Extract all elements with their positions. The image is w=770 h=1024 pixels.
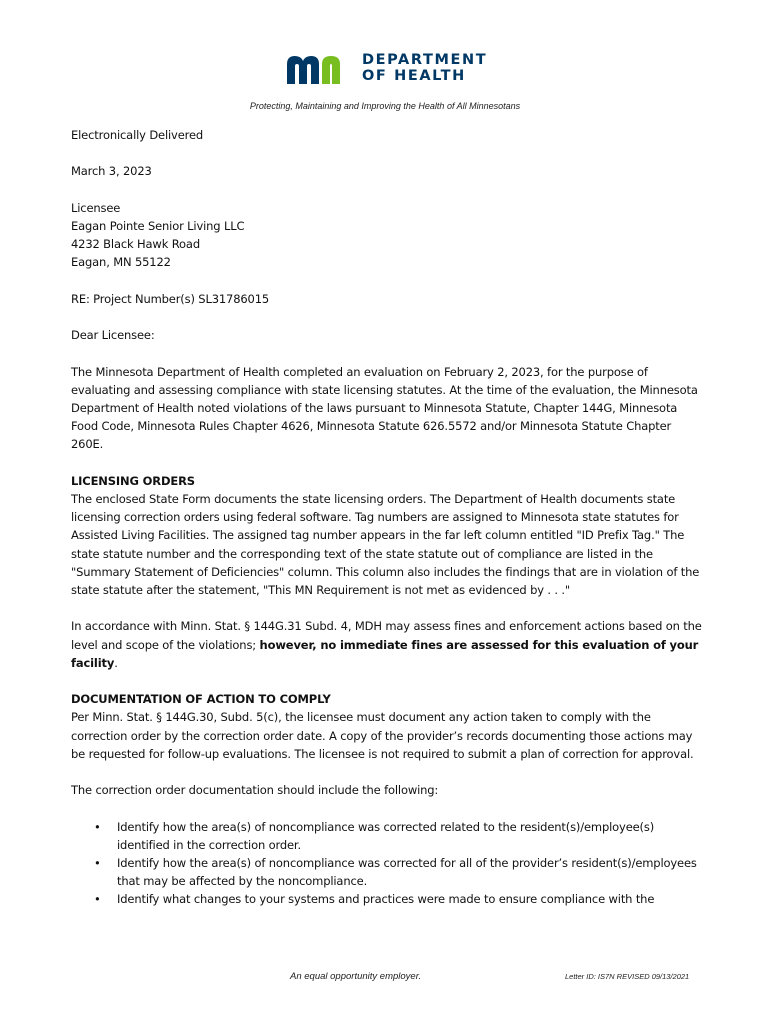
address-line: Eagan, MN 55122 bbox=[71, 255, 171, 270]
address-line: Licensee bbox=[71, 200, 121, 215]
fines-paragraph bbox=[71, 617, 703, 672]
mn-logo-icon bbox=[284, 52, 354, 86]
logo-wordmark bbox=[362, 52, 487, 84]
letter-date: March 3, 2023 bbox=[71, 164, 152, 179]
footer-eoe: An equal opportunity employer. bbox=[290, 971, 422, 982]
licensing-orders-paragraph: The enclosed State Form documents the state licensing orders. The Department of Health documents state licensing correction orders using federal software. Tag numbers are assigned to Minnesota state statutes for Assisted Living Facilities. The assigned tag number appears in the far left column entitled "ID Prefix Tag." The state statute number and the corresponding text of the state statute out of compliance are listed in the "Summary Statement of Deficiencies" column. This column also includes the findings that are in violation of the state statute after the statement, "This MN Requirement is not met as evidenced by . . ." bbox=[71, 491, 700, 597]
address-line: Eagan Pointe Senior Living LLC bbox=[71, 218, 245, 233]
fines-end: . bbox=[114, 655, 118, 670]
tagline: Protecting, Maintaining and Improving the Health of All Minnesotans bbox=[249, 101, 521, 111]
fines-bold-text: however, no immediate fines are assessed for this evaluation of your facility bbox=[71, 637, 699, 670]
list-item-text: Identify how the area(s) of noncompliance was corrected related to the resident(s)/employee(s) identified in the correction order. bbox=[117, 819, 655, 852]
address-block bbox=[71, 199, 703, 272]
delivery-method: Electronically Delivered bbox=[71, 128, 204, 142]
fines-text: In accordance with Minn. Stat. § 144G.31 Subd. 4, MDH may assess fines and enforcement actions based on the level and scope of the violations; bbox=[71, 619, 702, 652]
logo-line-2: OF HEALTH bbox=[362, 68, 466, 84]
documentation-heading: DOCUMENTATION OF ACTION TO COMPLY bbox=[71, 692, 331, 707]
licensing-orders-heading: LICENSING ORDERS bbox=[71, 473, 195, 488]
intro-paragraph: The Minnesota Department of Health completed an evaluation on February 2, 2023, for the purpose of evaluating and assessing compliance with state licensing statutes. At the time of the evaluation, the Minnesota Department of Health noted violations of the laws pursuant to Minnesota Statute, Chapter 144G, Minnesota Food Code, Minnesota Rules Chapter 4626, Minnesota Statute 626.5572 and/or Minnesota Statute Chapter 260E. bbox=[71, 364, 698, 452]
bullet-icon: • bbox=[94, 855, 101, 870]
spacer bbox=[71, 272, 703, 290]
mdh-logo bbox=[284, 50, 494, 90]
footer-letter-id: Letter ID: IS7N REVISED 09/13/2021 bbox=[565, 972, 690, 981]
documentation-list bbox=[71, 818, 703, 909]
list-intro: The correction order documentation should include the following: bbox=[71, 783, 439, 798]
address-line: 4232 Black Hawk Road bbox=[71, 237, 200, 252]
re-line: RE: Project Number(s) SL31786015 bbox=[71, 291, 270, 306]
list-item bbox=[94, 890, 703, 908]
list-item-text: Identify how the area(s) of noncompliance was corrected for all of the provider’s resident(s)/employees that may be affected by the noncompliance. bbox=[117, 855, 697, 889]
documentation-paragraph: Per Minn. Stat. § 144G.30, Subd. 5(c), the licensee must document any action taken to comply with the correction order by the correction order date. A copy of the provider’s records documenting those actions may be requested for follow-up evaluations. The licensee is not required to submit a plan of correction for approval. bbox=[71, 710, 694, 761]
letter-body bbox=[71, 126, 703, 909]
list-item-text: Identify what changes to your systems and practices were made to ensure compliance with the bbox=[117, 892, 655, 907]
list-item bbox=[94, 818, 703, 854]
list-item bbox=[94, 854, 703, 890]
bullet-icon: • bbox=[94, 819, 101, 834]
logo-line-1: DEPARTMENT bbox=[362, 52, 488, 68]
bullet-icon: • bbox=[94, 892, 101, 907]
salutation: Dear Licensee: bbox=[71, 328, 155, 343]
